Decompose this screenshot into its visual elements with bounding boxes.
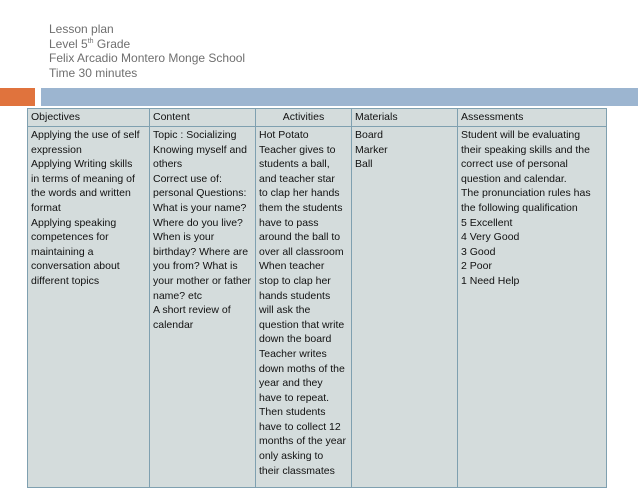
objectives-line: the words and written	[31, 187, 131, 200]
activities-line: stop to clap her	[259, 274, 331, 287]
objectives-line: conversation about	[31, 260, 120, 273]
objectives-line: Applying Writing skills	[31, 158, 133, 171]
activities-line: year and they	[259, 377, 323, 390]
assessments-line: 3 Good	[461, 245, 496, 258]
assessments-line: correct use of personal	[461, 158, 568, 171]
content-line: Knowing myself and	[153, 143, 247, 156]
content-line: you from? What is	[153, 260, 238, 273]
content-line: name? etc	[153, 289, 203, 302]
assessments-line: their speaking skills and the	[461, 143, 590, 156]
objectives-line: Applying speaking	[31, 216, 117, 229]
lesson-plan-title: Lesson plan	[49, 22, 114, 36]
objectives-line: in terms of meaning of	[31, 172, 135, 185]
assessments-line: 1 Need Help	[461, 274, 520, 287]
activities-line: down moths of the	[259, 362, 345, 375]
assessments-line: the following qualification	[461, 201, 578, 214]
materials-line: Marker	[355, 143, 388, 156]
assessments-line: Student will be evaluating	[461, 129, 581, 141]
activities-line: Teacher writes	[259, 347, 327, 360]
activities-line: only asking to	[259, 450, 324, 463]
content-line: your mother or father	[153, 274, 252, 287]
activities-line: students a ball,	[259, 158, 330, 171]
header-materials: Materials	[352, 109, 458, 127]
activities-line: have to pass	[259, 216, 319, 229]
activities-line: to clap her hands	[259, 187, 340, 200]
materials-line: Ball	[355, 158, 373, 171]
header-assessments: Assessments	[458, 109, 607, 127]
activities-line: Then students	[259, 406, 326, 419]
table-row	[28, 127, 607, 488]
activities-line: have to collect 12	[259, 420, 341, 433]
content-line: others	[153, 158, 183, 171]
activities-line: have to repeat.	[259, 391, 330, 404]
activities-line: and teacher star	[259, 172, 335, 185]
activities-line: them the students	[259, 201, 343, 214]
activities-line: over all classroom	[259, 245, 344, 258]
activities-line: down the board	[259, 333, 332, 346]
header-activities: Activities	[256, 109, 352, 127]
activities-line: will ask the	[259, 304, 311, 317]
assessments-cell	[458, 127, 607, 488]
objectives-line: different topics	[31, 274, 100, 287]
content-line: personal Questions:	[153, 187, 247, 200]
objectives-line: competences for	[31, 231, 109, 244]
materials-cell	[352, 127, 458, 488]
activities-line: Teacher gives to	[259, 143, 336, 156]
lesson-duration: Time 30 minutes	[49, 65, 138, 80]
school-name: Felix Arcadio Montero Monge School	[49, 51, 246, 65]
assessments-line: The pronunciation rules has	[461, 187, 591, 200]
content-line: A short review of	[153, 304, 231, 317]
lesson-header	[49, 22, 245, 80]
grade-level	[49, 37, 245, 52]
content-line: Where do you live?	[153, 216, 243, 229]
materials-line: Board	[355, 129, 384, 141]
objectives-line: Applying the use of self	[31, 129, 140, 141]
activities-line: their classmates	[259, 464, 335, 477]
objectives-line: format	[31, 201, 61, 214]
assessments-line: question and calendar.	[461, 172, 567, 185]
lesson-plan-table	[27, 108, 607, 488]
grade-level-superscript: th	[87, 37, 94, 45]
objectives-cell	[28, 127, 150, 488]
grade-level-prefix: Level 5	[49, 36, 88, 51]
objectives-line: expression	[31, 143, 82, 156]
assessments-line: 2 Poor	[461, 260, 492, 273]
content-line: Correct use of:	[153, 172, 222, 185]
activities-line: hands students	[259, 289, 331, 302]
table-header-row	[28, 109, 607, 127]
objectives-line: maintaining a	[31, 245, 94, 258]
assessments-line: 5 Excellent	[461, 216, 513, 229]
activities-cell	[256, 127, 352, 488]
activities-line: around the ball to	[259, 231, 341, 244]
grade-level-suffix: Grade	[93, 36, 131, 51]
blue-accent-bar	[41, 88, 638, 106]
content-line: calendar	[153, 318, 194, 331]
activities-line: When teacher	[259, 260, 325, 273]
header-objectives: Objectives	[28, 109, 150, 127]
content-line: birthday? Where are	[153, 245, 249, 258]
header-content: Content	[150, 109, 256, 127]
content-line: Topic : Socializing	[153, 129, 237, 141]
assessments-line: 4 Very Good	[461, 231, 520, 244]
activities-line: Hot Potato	[259, 129, 309, 141]
orange-accent-bar	[0, 88, 35, 106]
activities-line: question that write	[259, 318, 345, 331]
activities-line: months of the year	[259, 435, 346, 448]
content-line: When is your	[153, 231, 215, 244]
content-line: What is your name?	[153, 201, 247, 214]
content-cell	[150, 127, 256, 488]
